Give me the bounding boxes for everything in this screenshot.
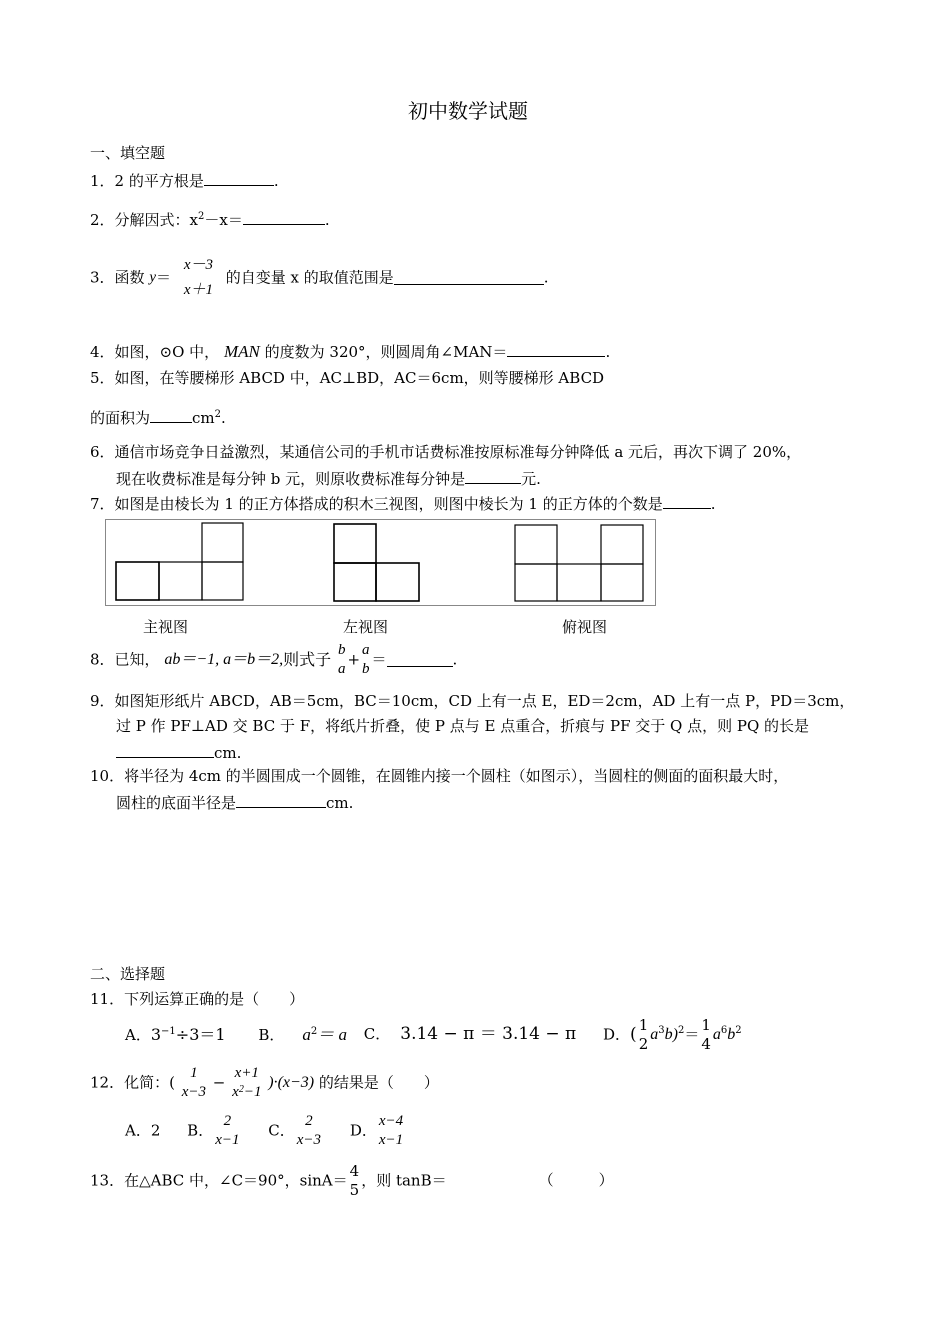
answer-blank[interactable]	[663, 495, 711, 509]
question-9-line2: 过 P 作 PF⊥AD 交 BC 于 F，将纸片折叠，使 P 点与 E 点重合，折痕与 PF 交于 Q 点，则 PQ 的长是	[116, 717, 810, 735]
option-c[interactable]: C． 2 x−3	[268, 1113, 322, 1148]
fraction: a b	[362, 642, 370, 677]
answer-blank[interactable]	[116, 744, 214, 758]
arc-label: MAN	[223, 342, 260, 361]
answer-blank[interactable]	[507, 343, 605, 357]
fraction: b a	[337, 642, 346, 677]
question-10: 10．将半径为 4cm 的半圆围成一个圆锥，在圆锥内接一个圆柱（如图示），当圆柱的侧面的面积最大时，	[90, 767, 789, 785]
page-title: 初中数学试题	[408, 99, 528, 123]
top-view	[515, 525, 643, 601]
three-views-figure	[105, 519, 657, 609]
answer-blank[interactable]	[150, 409, 192, 423]
question-13: 13．在△ABC 中，∠C＝90°，sinA＝ 4 5 ，则 tanB＝ （ ）	[90, 1162, 614, 1199]
question-9-line3: cm.	[116, 744, 241, 761]
question-10-line2: 圆柱的底面半径是 cm.	[116, 794, 354, 812]
option-d[interactable]: D．( 1 2 $a^3b)^2=$ 1 4 $a^6b^2$	[603, 1016, 742, 1053]
answer-blank[interactable]	[465, 470, 521, 484]
answer-blank[interactable]	[236, 794, 326, 808]
answer-blank[interactable]	[387, 653, 453, 667]
question-12: 12．化简：( 1 x−3 − x+1 $x^2-1$ )∙(x−3) 的结果是（ ）	[90, 1065, 439, 1100]
question-1: 1．2 的平方根是 .	[90, 172, 279, 190]
fraction: 1 4	[701, 1016, 711, 1053]
question-5-line2: 的面积为 $cm^2$.	[90, 409, 226, 427]
answer-blank[interactable]	[204, 172, 274, 186]
question-9: 9．如图矩形纸片 ABCD，AB＝5cm，BC＝10cm，CD 上有一点 E，ED＝2cm，AD 上有一点 P，PD＝3cm，	[90, 692, 855, 710]
fraction: x－3 x＋1	[183, 257, 213, 298]
front-view-label: 主视图	[143, 618, 189, 636]
question-12-options	[125, 1112, 405, 1150]
left-view-label: 左视图	[343, 618, 389, 636]
question-6: 6．通信市场竞争日益激烈，某通信公司的手机市话费标准按原标准每分钟降低 a 元后，再次下调了 20%，	[90, 443, 802, 461]
question-7: 7．如图是由棱长为 1 的正方体搭成的积木三视图，则图中棱长为 1 的正方体的个数是 .	[90, 495, 716, 513]
section-fill-in: 一、填空题	[90, 144, 166, 162]
fraction: x−4 x−1	[378, 1113, 404, 1148]
question-2: 2．分解因式：$x^2-x=$ .	[90, 211, 330, 229]
option-a[interactable]: A．$3^{-1}\div 3=1$	[125, 1024, 226, 1044]
left-view	[334, 524, 419, 601]
front-view	[116, 523, 243, 600]
fraction: 1 x−3	[181, 1065, 207, 1100]
fraction: x+1 $x^2-1$	[232, 1065, 262, 1100]
fraction: 4 5	[349, 1162, 360, 1199]
top-view-label: 俯视图	[562, 618, 608, 636]
question-11: 11．下列运算正确的是（ ）	[90, 990, 305, 1008]
answer-blank[interactable]	[394, 271, 544, 285]
section-choice: 二、选择题	[90, 965, 166, 983]
fraction: 2 x−3	[296, 1113, 322, 1148]
question-6-line2: 现在收费标准是每分钟 b 元，则原收费标准每分钟是 元.	[116, 470, 541, 488]
question-3: 3．函数 y＝ x－3 x＋1 的自变量 x 的取值范围是 .	[90, 257, 549, 298]
option-b[interactable]: B． $a^2= a$	[258, 1025, 347, 1045]
option-d[interactable]: D． x−4 x−1	[349, 1113, 404, 1148]
question-8: 8．已知， ab＝−1, a＝b＝2,则式子 b a + a b ＝ .	[90, 642, 458, 677]
question-11-options	[125, 1016, 742, 1054]
option-b[interactable]: B． 2 x−1	[187, 1113, 240, 1148]
answer-paren[interactable]: （ ）	[538, 1171, 614, 1190]
question-4: 4．如图，⊙O 中， MAN 的度数为 320°，则圆周角∠MAN＝ .	[90, 342, 611, 361]
answer-blank[interactable]	[243, 211, 325, 225]
option-c[interactable]: C． 3.14 − π ＝ 3.14 − π	[363, 1024, 577, 1045]
option-a[interactable]: A．2	[125, 1121, 161, 1140]
question-5: 5．如图，在等腰梯形 ABCD 中，AC⊥BD，AC＝6cm，则等腰梯形 ABCD	[90, 369, 605, 387]
fraction: 1 2	[638, 1016, 649, 1053]
fraction: 2 x−1	[215, 1113, 240, 1148]
